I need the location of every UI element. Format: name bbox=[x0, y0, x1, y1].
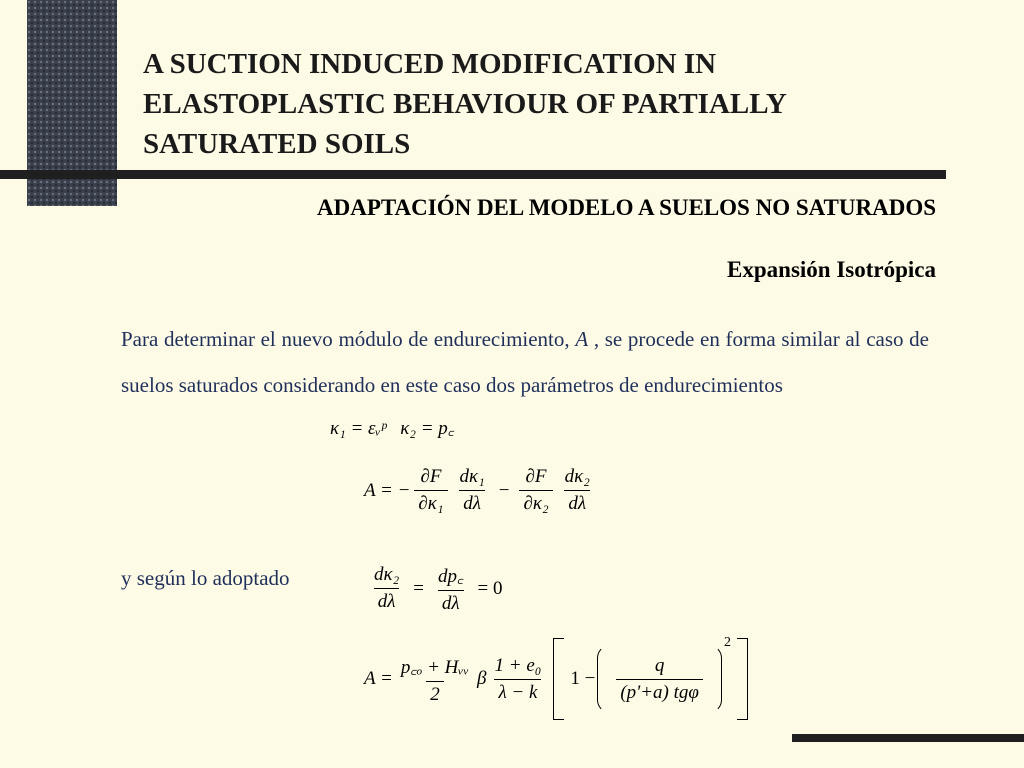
eq2-fraction-1: $\frac{\text{dκ₂}}{d\lambda}$ bbox=[374, 564, 400, 612]
footer-divider bbox=[792, 734, 1024, 742]
eq1-fraction-1: $\frac{\partial F}{\text{∂κ₁}}$ bbox=[414, 466, 447, 515]
eq2-fraction-2: $\frac{dp꜀}{d\lambda}$ bbox=[437, 566, 464, 614]
eq3-fraction-2: $\frac{\text{1 + e₀}}{\lambda - k}$ bbox=[494, 654, 542, 703]
eq3-fraction-1: $\frac{\text{p꜀ₒ + Hᵥᵥ}}{2}$ bbox=[400, 656, 470, 705]
eq3-one-minus: 1 − bbox=[570, 668, 596, 689]
section-heading: ADAPTACIÓN DEL MODELO A SUELOS NO SATURADOS bbox=[317, 195, 936, 220]
equation-modulus-general bbox=[364, 466, 598, 515]
eq3-beta: β bbox=[477, 668, 487, 689]
eq3-fraction-3: $\frac{q}{\text{(p'+a) tgφ}}$ bbox=[616, 655, 703, 704]
kappa2-definition: κ₂ = p꜀ bbox=[400, 418, 455, 439]
slide-title: A SUCTION INDUCED MODIFICATION IN ELASTOPLASTIC BEHAVIOUR OF PARTIALLY SATURATED SOILS bbox=[143, 48, 786, 160]
equation-modulus-final bbox=[364, 635, 750, 720]
eq1-minus: − bbox=[498, 479, 510, 501]
left-paren bbox=[597, 645, 610, 713]
right-paren bbox=[709, 645, 722, 713]
right-bracket bbox=[737, 638, 748, 720]
eq1-fraction-2: $\frac{\text{dκ₁}}{d\lambda}$ bbox=[459, 466, 485, 514]
paragraph-text-1: Para determinar el nuevo módulo de endurecimiento, bbox=[121, 327, 576, 351]
kappa1-definition: κ₁ = εᵥᵖ bbox=[330, 418, 387, 439]
adoption-label: y según lo adoptado bbox=[121, 566, 290, 590]
equation-adopted-condition: $\frac{\text{dκ₂}}{d\lambda}$ = $\frac{dp꜀}{d\lambda}$ = 0 bbox=[366, 562, 509, 615]
left-bracket bbox=[553, 638, 564, 720]
eq1-lhs: A = − bbox=[364, 479, 411, 501]
hardening-parameters bbox=[330, 414, 454, 440]
paragraph-text-2: , se procede en forma similar al caso de suelos saturados considerando en este caso dos parámetros de endurecimientos bbox=[121, 327, 929, 397]
eq1-fraction-4: $\frac{\text{dκ₂}}{d\lambda}$ bbox=[564, 466, 590, 514]
eq1-fraction-3: $\frac{\partial F}{\text{∂κ₂}}$ bbox=[519, 466, 552, 515]
eq3-lhs: A = bbox=[364, 668, 393, 689]
subsection-heading: Expansión Isotrópica bbox=[727, 257, 936, 282]
body-paragraph bbox=[121, 316, 929, 408]
eq3-exponent: 2 bbox=[723, 635, 731, 650]
modulus-symbol: A bbox=[575, 327, 589, 351]
title-divider bbox=[0, 170, 946, 179]
